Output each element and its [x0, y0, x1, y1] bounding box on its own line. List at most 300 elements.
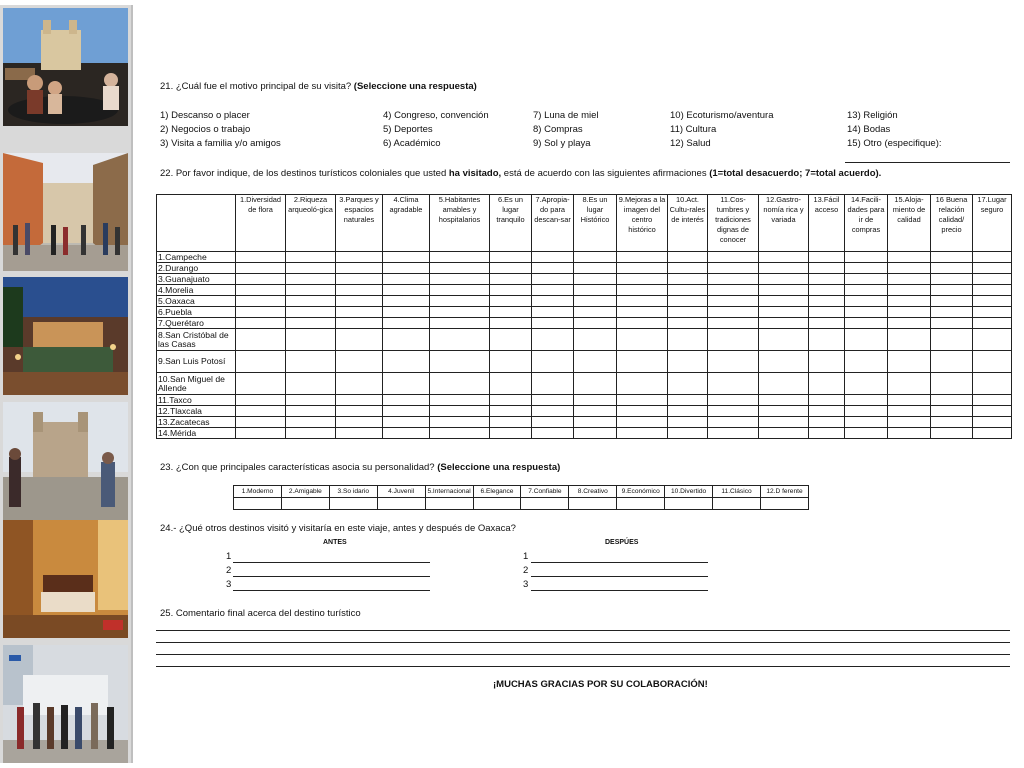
rating-cell[interactable] — [845, 406, 888, 417]
rating-cell[interactable] — [931, 373, 973, 395]
rating-cell[interactable] — [668, 417, 708, 428]
rating-cell[interactable] — [532, 428, 574, 439]
rating-cell[interactable] — [574, 351, 617, 373]
rating-cell[interactable] — [973, 274, 1012, 285]
grid-row — [157, 406, 1012, 417]
rating-cell[interactable] — [617, 307, 668, 318]
rating-cell[interactable] — [708, 285, 759, 296]
rating-cell[interactable] — [973, 318, 1012, 329]
personality-answer-cell[interactable] — [713, 498, 761, 510]
rating-cell[interactable] — [888, 296, 931, 307]
personality-answer-cell[interactable] — [521, 498, 569, 510]
rating-cell[interactable] — [574, 428, 617, 439]
rating-cell[interactable] — [931, 285, 973, 296]
rating-cell[interactable] — [383, 274, 430, 285]
rating-cell[interactable] — [888, 351, 931, 373]
rating-cell[interactable] — [236, 318, 286, 329]
rating-cell[interactable] — [532, 252, 574, 263]
rating-cell[interactable] — [574, 274, 617, 285]
rating-cell[interactable] — [708, 318, 759, 329]
rating-cell[interactable] — [845, 351, 888, 373]
rating-cell[interactable] — [668, 329, 708, 351]
q23-prompt-text: 23. ¿Con que principales características asocia su personalidad? — [160, 462, 435, 473]
rating-cell[interactable] — [336, 263, 383, 274]
rating-cell[interactable] — [336, 373, 383, 395]
rating-cell[interactable] — [574, 395, 617, 406]
rating-cell[interactable] — [759, 285, 809, 296]
rating-cell[interactable] — [236, 428, 286, 439]
rating-cell[interactable] — [574, 373, 617, 395]
rating-cell[interactable] — [286, 417, 336, 428]
rating-cell[interactable] — [336, 417, 383, 428]
rating-cell[interactable] — [759, 428, 809, 439]
before-line[interactable] — [233, 590, 430, 591]
rating-cell[interactable] — [286, 296, 336, 307]
rating-cell[interactable] — [286, 406, 336, 417]
rating-cell[interactable] — [286, 274, 336, 285]
rating-cell[interactable] — [973, 285, 1012, 296]
rating-cell[interactable] — [383, 285, 430, 296]
rating-cell[interactable] — [236, 252, 286, 263]
rating-cell[interactable] — [430, 417, 490, 428]
rating-cell[interactable] — [490, 417, 532, 428]
rating-cell[interactable] — [708, 329, 759, 351]
rating-cell[interactable] — [708, 296, 759, 307]
rating-cell[interactable] — [286, 285, 336, 296]
after-line[interactable] — [531, 562, 708, 563]
rating-cell[interactable] — [490, 406, 532, 417]
rating-cell[interactable] — [532, 395, 574, 406]
rating-cell[interactable] — [888, 263, 931, 274]
rating-cell[interactable] — [490, 351, 532, 373]
personality-answer-cell[interactable] — [569, 498, 617, 510]
rating-cell[interactable] — [708, 351, 759, 373]
after-line[interactable] — [531, 590, 708, 591]
rating-cell[interactable] — [490, 373, 532, 395]
q21-option[interactable]: 15) Otro (especifique): — [847, 138, 942, 149]
grid-column-header: 13.Fácil acceso — [809, 195, 845, 252]
rating-cell[interactable] — [532, 296, 574, 307]
rating-cell[interactable] — [759, 252, 809, 263]
rating-cell[interactable] — [888, 373, 931, 395]
rating-cell[interactable] — [845, 263, 888, 274]
rating-cell[interactable] — [973, 417, 1012, 428]
rating-cell[interactable] — [708, 417, 759, 428]
rating-cell[interactable] — [383, 329, 430, 351]
rating-cell[interactable] — [668, 296, 708, 307]
comment-line[interactable] — [156, 654, 1010, 655]
rating-cell[interactable] — [809, 373, 845, 395]
before-line[interactable] — [233, 576, 430, 577]
rating-cell[interactable] — [574, 296, 617, 307]
rating-cell[interactable] — [708, 307, 759, 318]
rating-cell[interactable] — [617, 318, 668, 329]
rating-cell[interactable] — [236, 373, 286, 395]
comment-line[interactable] — [156, 642, 1010, 643]
rating-cell[interactable] — [236, 274, 286, 285]
rating-cell[interactable] — [809, 417, 845, 428]
rating-cell[interactable] — [532, 263, 574, 274]
rating-cell[interactable] — [490, 285, 532, 296]
rating-cell[interactable] — [490, 428, 532, 439]
rating-cell[interactable] — [617, 274, 668, 285]
rating-cell[interactable] — [888, 318, 931, 329]
q21-option[interactable]: 2) Negocios o trabajo — [160, 124, 251, 135]
rating-cell[interactable] — [809, 252, 845, 263]
rating-cell[interactable] — [286, 252, 336, 263]
rating-cell[interactable] — [617, 285, 668, 296]
rating-cell[interactable] — [845, 252, 888, 263]
rating-cell[interactable] — [430, 252, 490, 263]
rating-cell[interactable] — [532, 307, 574, 318]
rating-cell[interactable] — [336, 406, 383, 417]
rating-cell[interactable] — [973, 373, 1012, 395]
rating-cell[interactable] — [973, 428, 1012, 439]
personality-answer-cell[interactable] — [377, 498, 425, 510]
rating-cell[interactable] — [532, 329, 574, 351]
rating-cell[interactable] — [845, 318, 888, 329]
rating-cell[interactable] — [759, 373, 809, 395]
rating-cell[interactable] — [931, 417, 973, 428]
rating-cell[interactable] — [617, 417, 668, 428]
grid-column-header: 5.Habitantes amables y hospitalarios — [430, 195, 490, 252]
rating-cell[interactable] — [617, 395, 668, 406]
q21-option[interactable]: 13) Religión — [847, 110, 898, 121]
personality-answer-cell[interactable] — [473, 498, 521, 510]
rating-cell[interactable] — [888, 417, 931, 428]
rating-cell[interactable] — [336, 329, 383, 351]
q21-option[interactable]: 6) Académico — [383, 138, 441, 149]
rating-cell[interactable] — [809, 395, 845, 406]
q21-option[interactable]: 5) Deportes — [383, 124, 433, 135]
rating-cell[interactable] — [845, 296, 888, 307]
rating-cell[interactable] — [574, 307, 617, 318]
rating-cell[interactable] — [931, 351, 973, 373]
rating-cell[interactable] — [809, 263, 845, 274]
rating-cell[interactable] — [973, 252, 1012, 263]
q21-option[interactable]: 3) Visita a familia y/o amigos — [160, 138, 281, 149]
rating-cell[interactable] — [845, 329, 888, 351]
rating-cell[interactable] — [336, 428, 383, 439]
rating-cell[interactable] — [888, 307, 931, 318]
rating-cell[interactable] — [532, 285, 574, 296]
before-line[interactable] — [233, 562, 430, 563]
rating-cell[interactable] — [430, 285, 490, 296]
rating-cell[interactable] — [430, 351, 490, 373]
rating-cell[interactable] — [490, 274, 532, 285]
q23-prompt — [160, 462, 560, 473]
rating-cell[interactable] — [490, 296, 532, 307]
rating-cell[interactable] — [430, 318, 490, 329]
after-line[interactable] — [531, 576, 708, 577]
rating-cell[interactable] — [708, 373, 759, 395]
rating-cell[interactable] — [574, 318, 617, 329]
rating-cell[interactable] — [708, 428, 759, 439]
rating-cell[interactable] — [236, 263, 286, 274]
rating-cell[interactable] — [973, 395, 1012, 406]
rating-cell[interactable] — [532, 417, 574, 428]
rating-cell[interactable] — [809, 307, 845, 318]
rating-cell[interactable] — [336, 252, 383, 263]
rating-cell[interactable] — [845, 373, 888, 395]
grid-row — [157, 318, 1012, 329]
rating-cell[interactable] — [532, 351, 574, 373]
rating-cell[interactable] — [383, 263, 430, 274]
rating-cell[interactable] — [668, 318, 708, 329]
rating-cell[interactable] — [931, 307, 973, 318]
rating-cell[interactable] — [845, 307, 888, 318]
rating-cell[interactable] — [708, 252, 759, 263]
rating-cell[interactable] — [383, 395, 430, 406]
rating-cell[interactable] — [668, 263, 708, 274]
rating-cell[interactable] — [845, 417, 888, 428]
rating-cell[interactable] — [759, 263, 809, 274]
personality-header-row — [234, 486, 809, 498]
rating-cell[interactable] — [888, 406, 931, 417]
rating-cell[interactable] — [236, 329, 286, 351]
rating-cell[interactable] — [574, 417, 617, 428]
rating-cell[interactable] — [931, 274, 973, 285]
rating-cell[interactable] — [809, 428, 845, 439]
rating-cell[interactable] — [759, 307, 809, 318]
q21-other-line[interactable] — [845, 162, 1010, 163]
q21-option[interactable]: 12) Salud — [670, 138, 711, 149]
rating-cell[interactable] — [931, 263, 973, 274]
rating-cell[interactable] — [759, 395, 809, 406]
rating-cell[interactable] — [574, 285, 617, 296]
rating-cell[interactable] — [973, 351, 1012, 373]
rating-cell[interactable] — [236, 285, 286, 296]
rating-cell[interactable] — [236, 307, 286, 318]
q21-option[interactable]: 14) Bodas — [847, 124, 891, 135]
rating-cell[interactable] — [668, 428, 708, 439]
rating-cell[interactable] — [532, 274, 574, 285]
rating-cell[interactable] — [574, 263, 617, 274]
rating-cell[interactable] — [286, 351, 336, 373]
personality-answer-cell[interactable] — [665, 498, 713, 510]
rating-cell[interactable] — [617, 373, 668, 395]
rating-cell[interactable] — [668, 274, 708, 285]
rating-cell[interactable] — [931, 395, 973, 406]
q22-prompt-a: 22. Por favor indique, de los destinos turísticos coloniales que usted — [160, 168, 447, 179]
rating-cell[interactable] — [383, 318, 430, 329]
grid-row — [157, 307, 1012, 318]
rating-cell[interactable] — [236, 296, 286, 307]
rating-cell[interactable] — [336, 285, 383, 296]
rating-cell[interactable] — [931, 406, 973, 417]
rating-cell[interactable] — [336, 318, 383, 329]
rating-cell[interactable] — [759, 351, 809, 373]
rating-cell[interactable] — [383, 417, 430, 428]
rating-cell[interactable] — [809, 285, 845, 296]
rating-cell[interactable] — [383, 351, 430, 373]
rating-cell[interactable] — [383, 307, 430, 318]
rating-cell[interactable] — [668, 252, 708, 263]
rating-cell[interactable] — [430, 296, 490, 307]
rating-cell[interactable] — [888, 395, 931, 406]
church-square-photo — [3, 402, 128, 520]
rating-cell[interactable] — [574, 329, 617, 351]
rating-cell[interactable] — [574, 406, 617, 417]
rating-cell[interactable] — [617, 329, 668, 351]
personality-answer-cell[interactable] — [281, 498, 329, 510]
rating-cell[interactable] — [383, 373, 430, 395]
rating-cell[interactable] — [759, 417, 809, 428]
rating-cell[interactable] — [809, 406, 845, 417]
rating-cell[interactable] — [931, 252, 973, 263]
rating-cell[interactable] — [286, 307, 336, 318]
rating-cell[interactable] — [286, 329, 336, 351]
rating-cell[interactable] — [931, 428, 973, 439]
rating-cell[interactable] — [973, 263, 1012, 274]
personality-answer-cell[interactable] — [234, 498, 282, 510]
rating-cell[interactable] — [490, 307, 532, 318]
rating-cell[interactable] — [931, 329, 973, 351]
rating-cell[interactable] — [336, 296, 383, 307]
rating-cell[interactable] — [617, 263, 668, 274]
q25-prompt: 25. Comentario final acerca del destino turístico — [160, 608, 361, 619]
rating-cell[interactable] — [708, 274, 759, 285]
rating-cell[interactable] — [759, 318, 809, 329]
courtyard-night-photo — [3, 277, 128, 395]
q21-option[interactable]: 9) Sol y playa — [533, 138, 591, 149]
rating-cell[interactable] — [430, 428, 490, 439]
grid-column-header: 15.Aloja-miento de calidad — [888, 195, 931, 252]
rating-cell[interactable] — [973, 296, 1012, 307]
personality-answer-cell[interactable] — [760, 498, 808, 510]
grid-row-label: 14.Mérida — [157, 428, 236, 439]
rating-cell[interactable] — [617, 406, 668, 417]
personality-answer-cell[interactable] — [329, 498, 377, 510]
rating-cell[interactable] — [430, 263, 490, 274]
rating-cell[interactable] — [286, 373, 336, 395]
rating-cell[interactable] — [430, 307, 490, 318]
rating-cell[interactable] — [708, 395, 759, 406]
rating-cell[interactable] — [286, 428, 336, 439]
rating-cell[interactable] — [490, 263, 532, 274]
rating-cell[interactable] — [845, 274, 888, 285]
rating-cell[interactable] — [336, 395, 383, 406]
rating-cell[interactable] — [286, 318, 336, 329]
q21-option[interactable]: 7) Luna de miel — [533, 110, 599, 121]
rating-cell[interactable] — [532, 406, 574, 417]
rating-cell[interactable] — [574, 252, 617, 263]
rating-cell[interactable] — [383, 406, 430, 417]
rating-cell[interactable] — [336, 307, 383, 318]
rating-cell[interactable] — [430, 406, 490, 417]
grid-column-header: 17.Lugar seguro — [973, 195, 1012, 252]
q21-option[interactable]: 1) Descanso o placer — [160, 110, 250, 121]
rating-cell[interactable] — [809, 274, 845, 285]
comment-line[interactable] — [156, 666, 1010, 667]
rating-cell[interactable] — [383, 428, 430, 439]
rating-cell[interactable] — [668, 406, 708, 417]
rating-cell[interactable] — [759, 329, 809, 351]
rating-cell[interactable] — [236, 395, 286, 406]
rating-cell[interactable] — [490, 329, 532, 351]
rating-cell[interactable] — [617, 351, 668, 373]
rating-cell[interactable] — [888, 252, 931, 263]
q21-option[interactable]: 11) Cultura — [670, 124, 717, 135]
rating-cell[interactable] — [286, 263, 336, 274]
rating-cell[interactable] — [236, 406, 286, 417]
rating-cell[interactable] — [668, 307, 708, 318]
rating-cell[interactable] — [430, 329, 490, 351]
personality-option: 2.Amigable — [281, 486, 329, 498]
rating-cell[interactable] — [809, 318, 845, 329]
rating-cell[interactable] — [888, 274, 931, 285]
rating-cell[interactable] — [888, 285, 931, 296]
personality-table — [233, 485, 809, 510]
before-number: 1 — [226, 551, 232, 562]
rating-cell[interactable] — [668, 351, 708, 373]
rating-cell[interactable] — [708, 406, 759, 417]
rating-cell[interactable] — [708, 263, 759, 274]
rating-cell[interactable] — [759, 274, 809, 285]
rating-cell[interactable] — [809, 296, 845, 307]
rating-cell[interactable] — [931, 318, 973, 329]
rating-cell[interactable] — [383, 252, 430, 263]
rating-cell[interactable] — [973, 406, 1012, 417]
personality-option: 10.Divertido — [665, 486, 713, 498]
rating-cell[interactable] — [490, 395, 532, 406]
rating-cell[interactable] — [973, 307, 1012, 318]
rating-cell[interactable] — [931, 296, 973, 307]
rating-cell[interactable] — [532, 373, 574, 395]
rating-cell[interactable] — [668, 285, 708, 296]
rating-cell[interactable] — [532, 318, 574, 329]
q21-option[interactable]: 8) Compras — [533, 124, 583, 135]
rating-cell[interactable] — [759, 296, 809, 307]
rating-cell[interactable] — [286, 395, 336, 406]
grid-row-label: 3.Guanajuato — [157, 274, 236, 285]
rating-cell[interactable] — [236, 351, 286, 373]
rating-cell[interactable] — [490, 318, 532, 329]
rating-cell[interactable] — [845, 428, 888, 439]
rating-cell[interactable] — [617, 296, 668, 307]
rating-cell[interactable] — [888, 329, 931, 351]
rating-cell[interactable] — [617, 428, 668, 439]
rating-cell[interactable] — [430, 274, 490, 285]
rating-cell[interactable] — [490, 252, 532, 263]
rating-cell[interactable] — [236, 417, 286, 428]
comment-line[interactable] — [156, 630, 1010, 631]
rating-cell[interactable] — [973, 329, 1012, 351]
rating-cell[interactable] — [888, 428, 931, 439]
rating-cell[interactable] — [617, 252, 668, 263]
grid-row-label: 1.Campeche — [157, 252, 236, 263]
rating-cell[interactable] — [430, 373, 490, 395]
thank-you-message: ¡MUCHAS GRACIAS POR SU COLABORACIÓN! — [493, 679, 708, 690]
rating-cell[interactable] — [430, 395, 490, 406]
rating-cell[interactable] — [845, 395, 888, 406]
rating-cell[interactable] — [759, 406, 809, 417]
rating-cell[interactable] — [809, 329, 845, 351]
rating-cell[interactable] — [336, 274, 383, 285]
personality-option: 8.Creativo — [569, 486, 617, 498]
rating-cell[interactable] — [336, 351, 383, 373]
rating-cell[interactable] — [668, 373, 708, 395]
personality-answer-cell[interactable] — [425, 498, 473, 510]
rating-cell[interactable] — [809, 351, 845, 373]
q21-option[interactable]: 4) Congreso, convención — [383, 110, 489, 121]
rating-cell[interactable] — [668, 395, 708, 406]
rating-cell[interactable] — [383, 296, 430, 307]
grid-row — [157, 395, 1012, 406]
personality-answer-cell[interactable] — [617, 498, 665, 510]
rating-cell[interactable] — [845, 285, 888, 296]
q21-option[interactable]: 10) Ecoturismo/aventura — [670, 110, 774, 121]
